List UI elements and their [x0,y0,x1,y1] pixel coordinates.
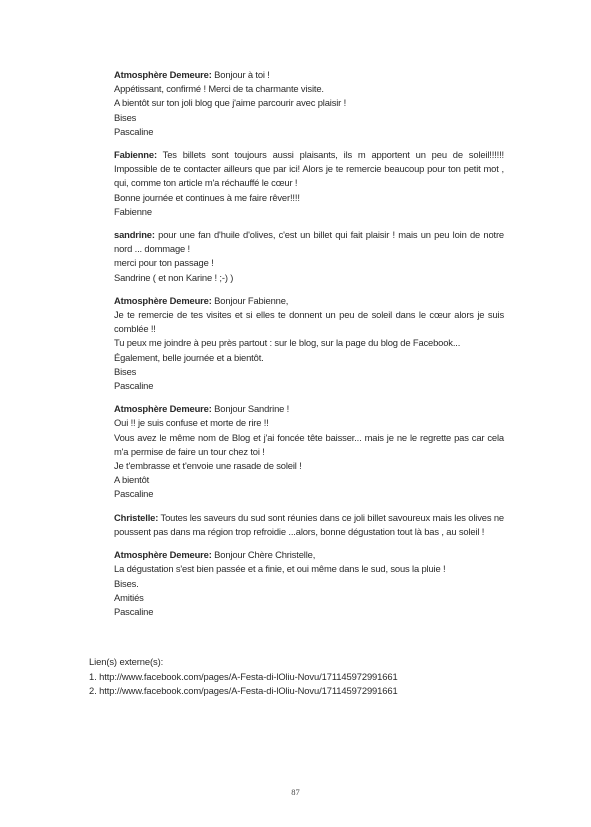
external-links-heading: Lien(s) externe(s): [89,656,164,667]
comment-line: Pascaline [114,125,154,137]
comment-line: Vous avez le même nom de Blog et j'ai foncée tête baisser... mais je ne le regrette pas car cela m'a permise de faire un tour chez toi ! [114,431,504,457]
comment-line: Bises [114,365,137,377]
external-link[interactable]: 1. http://www.facebook.com/pages/A-Festa-di-lOliu-Novu/171145972991661 [89,670,398,682]
comment-first-line: Toutes les saveurs du sud sont réunies dans ce joli billet savoureux mais les olives ne poussent pas dans ma région trop refroidie ...alors, bonne dégustation tout là bas , au soleil ! [114,511,504,537]
comment-author: Atmosphère Demeure: [114,69,212,80]
comment-author: sandrine: [114,229,155,241]
comment-line: Je te remercie de tes visites et si elles te donnent un peu de soleil dans le cœur alors je suis comblée !! [114,309,504,335]
page-number: 87 [291,787,300,797]
comment [114,402,504,501]
comment-line: Appétissant, confirmé ! Merci de ta charmante visite. [114,83,324,95]
external-link[interactable]: 2. http://www.facebook.com/pages/A-Festa-di-lOliu-Novu/171145972991661 [89,685,398,696]
comment-line: A bientôt sur ton joli blog que j'aime parcourir avec plaisir ! [114,97,347,109]
comment [114,548,504,619]
comment-first-line: Tes billets sont toujours aussi plaisants, ils m apportent un peu de soleil!!!!!! Impossible de te contacter ailleurs que par ici! Alors je te remercie beaucoup pour ton petit mot , qui, comme ton article m'a réchauffé le cœur ! [114,149,504,189]
comment-line: Sandrine ( et non Karine ! ;-) ) [114,271,234,283]
comment-line: Amitiés [114,591,144,603]
comment-line: Je t'embrasse et t'envoie une rasade de soleil ! [114,460,302,472]
comment [114,511,504,539]
comment [114,68,504,139]
comment-line: La dégustation s'est bien passée et a finie, et oui même dans le sud, sous la pluie ! [114,563,446,575]
comment-line: Bises. [114,577,139,589]
external-links [89,655,509,699]
comment-line: Également, belle journée et a bientôt. [114,351,264,363]
comment-author: Christelle: [114,511,159,523]
comment-line: Pascaline [114,488,154,500]
comment-author: Atmosphère Demeure: [114,294,212,306]
comments-section [114,68,504,628]
comment-author: Atmosphère Demeure: [114,549,212,561]
comment-line: Bonne journée et continues à me faire rêver!!!! [114,191,300,203]
comment-line: Pascaline [114,605,154,617]
comment-first-line: Bonjour Fabienne, [211,294,289,306]
comment [114,228,504,285]
comment-first-line: Bonjour à toi ! [211,69,270,80]
comment-line: Pascaline [114,380,154,392]
comment-line: Fabienne [114,205,152,217]
comment [114,294,504,393]
comment-line: Oui !! je suis confuse et morte de rire !! [114,417,269,429]
comment-author: Fabienne: [114,149,157,161]
comment-line: Tu peux me joindre à peu près partout : sur le blog, sur la page du blog de Facebook... [114,337,461,349]
comment-first-line: Bonjour Sandrine ! [211,403,290,415]
comment-line: Bises [114,111,137,123]
comment-line: merci pour ton passage ! [114,257,214,269]
comment-first-line: pour une fan d'huile d'olives, c'est un billet qui fait plaisir ! mais un peu loin de notre nord ... dommage ! [114,229,504,255]
comment-line: A bientôt [114,474,150,486]
comment-author: Atmosphère Demeure: [114,403,212,415]
comment [114,148,504,219]
comment-first-line: Bonjour Chère Christelle, [211,549,316,561]
